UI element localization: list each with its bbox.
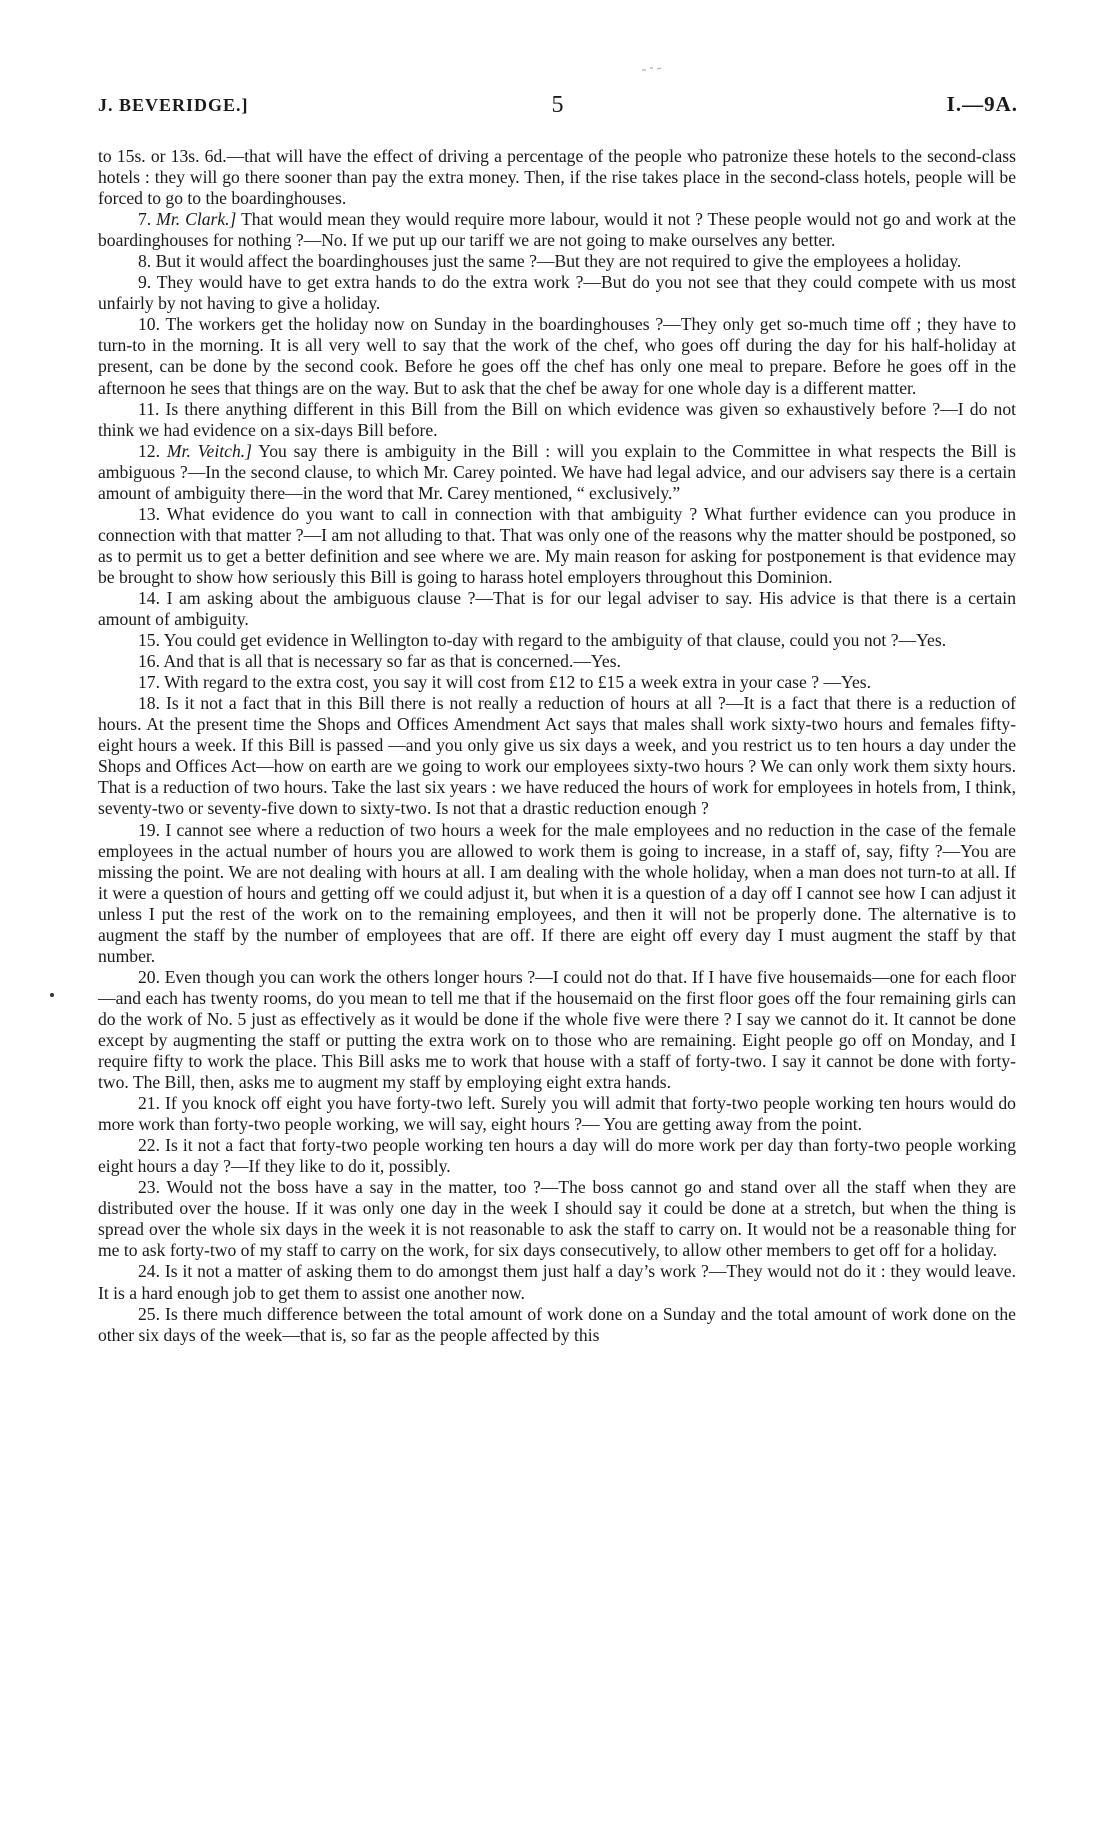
question-number: 13. (138, 503, 160, 524)
question-number: 11. (138, 398, 160, 419)
paragraph-text: Is it not a fact that forty-two people working ten hours a day will do more work per day than forty-two people working eight hours a day ?—If they like to do it, possibly. (98, 1135, 1016, 1177)
question-paragraph (98, 1261, 1016, 1303)
paragraph-text: Would not the boss have a say in the matter, too ?—The boss cannot go and stand over all the staff when they are distributed over the house. If it was only one day in the week I should say it could be done at a stretch, but when the thing is spread over the whole six days in the week it is not reasonable to ask the staff to carry on. It would not be a reasonable thing for me to ask forty-two of my staff to carry on the work, for six days consecutively, to allow other members to get off for a holiday. (98, 1177, 1016, 1261)
question-number: 18. (138, 693, 160, 714)
ink-speck-decoration (640, 66, 666, 72)
paragraph-text: Is it not a fact that in this Bill there is not really a reduction of hours at all ?—It is a fact that there is a reduction of hours. At the present time the Shops and Offices Amendment Act says that males shall work sixty-two hours and females fifty-eight hours a week. If this Bill is passed —and you only give us six days a week, and you restrict us to ten hours a day under the Shops and Offices Act—how on earth are we going to work our employees sixty-two hours ? We can only work them sixty hours. That is a reduction of two hours. Take the last six years : we have reduced the hours of work for employees in hotels from, I think, seventy-two or seventy-five down to sixty-two. Is not that a drastic reduction enough ? (98, 693, 1016, 819)
page-header (98, 92, 1018, 124)
question-paragraph (98, 1177, 1016, 1261)
paragraph-text: The workers get the holiday now on Sunday in the boardinghouses ?—They only get so-much time off ; they have to turn-to in the morning. It is all very well to say that the work of the chef, who goes off during the day for his half-holiday at present, can be done by the second cook. Before he goes off the chef has only one meal to prepare. Before he goes off in the afternoon he sees that things are on the way. But to ask that the chef be away for one whole day is a different matter. (98, 314, 1016, 398)
document-reference: I.—9A. (946, 92, 1018, 116)
paragraph-text: I am asking about the ambiguous clause ?—That is for our legal adviser to say. His advice is that there is a certain amount of ambiguity. (98, 587, 1016, 630)
question-paragraph (98, 588, 1016, 630)
question-number: 23. (138, 1177, 160, 1198)
question-paragraph (98, 693, 1016, 819)
paragraph-text: Is there much difference between the total amount of work done on a Sunday and the total amount of work done on the other six days of the week—that is, so far as the people affected by this (98, 1303, 1016, 1345)
question-number: 17. (138, 672, 160, 693)
paragraph-text: But it would affect the boardinghouses just the same ?—But they are not required to give the employees a holiday. (155, 251, 962, 272)
paragraph-text: Even though you can work the others longer hours ?—I could not do that. If I have five housemaids—one for each floor—and each has twenty rooms, do you mean to tell me that if the housemaid on the first floor goes off the four remaining girls can do the work of No. 5 just as effectively as it would be done if the whole five were there ? I say we cannot do it. It cannot be done except by augmenting the staff or putting the extra work on to those who are remaining. Eight people go off on Monday, and I require fifty to work the place. This Bill asks me to work that house with a staff of forty-two. I say it cannot be done with forty-two. The Bill, then, asks me to augment my staff by employing eight extra hands. (98, 966, 1016, 1093)
question-paragraph (98, 820, 1016, 967)
document-body (98, 146, 1016, 1346)
paragraph-text: Is there anything different in this Bill from the Bill on which evidence was given so exhaustively before ?—I do not think we had evidence on a six-days Bill before. (98, 398, 1017, 440)
question-paragraph (98, 1304, 1016, 1346)
paragraph-text: They would have to get extra hands to do the extra work ?—But do you not see that they could compete with us most unfairly by not having to give a holiday. (98, 272, 1016, 314)
question-paragraph (98, 504, 1016, 588)
question-number: 9. (138, 272, 152, 293)
question-number: 19. (138, 819, 160, 840)
speaker-name: Mr. Clark.] (156, 209, 237, 230)
paragraph-text: That would mean they would require more labour, would it not ? These people would not go and work at the boardinghouses for nothing ?—No. If we put up our tariff we are not going to make ourselves any better. (98, 209, 1016, 251)
question-paragraph (98, 630, 1016, 651)
paragraph-text: What evidence do you want to call in connection with that ambiguity ? What further evidence can you produce in connection with that matter ?—I am not alluding to that. That was only one of the reasons why the matter should be postponed, so as to permit us to get a better definition and see where we are. My main reason for asking for postponement is that evidence may be brought to show how seriously this Bill is going to harass hotel employers throughout this Dominion. (98, 503, 1016, 587)
question-paragraph (98, 209, 1016, 251)
question-number: 7. (138, 209, 152, 230)
question-paragraph (98, 1093, 1016, 1135)
paragraph-text: If you knock off eight you have forty-two left. Surely you will admit that forty-two people working ten hours would do more work than forty-two people working, we will say, eight hours ?— You are getting away from the point. (98, 1093, 1016, 1135)
question-number: 14. (138, 587, 160, 608)
question-number: 16. (138, 651, 160, 672)
question-number: 25. (138, 1303, 160, 1324)
paragraph-text: And that is all that is necessary so far as that is concerned.—Yes. (163, 651, 621, 672)
witness-name: J. BEVERIDGE.] (98, 95, 249, 115)
margin-mark (50, 993, 54, 997)
question-number: 22. (138, 1135, 160, 1156)
question-paragraph (98, 251, 1016, 272)
page-number: 5 (551, 92, 565, 118)
question-paragraph (98, 651, 1016, 672)
question-paragraph (98, 672, 1016, 693)
question-number: 24. (138, 1261, 160, 1282)
speaker-name: Mr. Veitch.] (166, 440, 252, 461)
paragraph-text: With regard to the extra cost, you say it will cost from £12 to £15 a week extra in your case ? —Yes. (164, 672, 872, 693)
question-paragraph (98, 399, 1016, 441)
paragraph-text: Is it not a matter of asking them to do amongst them just half a day’s work ?—They would not do it : they would leave. It is a hard enough job to get them to assist one another now. (98, 1261, 1016, 1303)
question-paragraph (98, 314, 1016, 398)
paragraph-continuation (98, 146, 1016, 209)
question-number: 8. (138, 251, 152, 272)
paragraph-text: You say there is ambiguity in the Bill : will you explain to the Committee in what respects the Bill is ambiguous ?—In the second clause, to which Mr. Carey pointed. We have had legal advice, and our advisers say there is a certain amount of ambiguity there—in the word that Mr. Carey mentioned, “ exclusively.” (98, 440, 1016, 503)
question-paragraph (98, 441, 1016, 504)
question-number: 20. (138, 966, 160, 987)
question-number: 12. (138, 440, 160, 461)
paragraph-text: to 15s. or 13s. 6d.—that will have the effect of driving a percentage of the people who patronize these hotels to the second-class hotels : they will go there sooner than pay the extra money. Then, if the rise takes place in the second-class hotels, people will be forced to go to the boardinghouses. (98, 146, 1016, 209)
question-paragraph (98, 967, 1016, 1093)
paragraph-text: I cannot see where a reduction of two hours a week for the male employees and no reduction in the case of the female employees in the actual number of hours you are allowed to work them is going to increase, in a staff of, say, fifty ?—You are missing the point. We are not dealing with hours at all. I am dealing with the whole holiday, when a man does not turn-to at all. If it were a question of hours and getting off we could adjust it, but when it is a question of a day off I cannot see how I can adjust it unless I put the rest of the work on to the remaining employees, and then it will not be properly done. The alternative is to augment the staff by the number of employees that are off. If there are eight off every day I must augment the staff by that number. (98, 819, 1016, 966)
question-paragraph (98, 1135, 1016, 1177)
question-number: 15. (138, 630, 160, 651)
paragraph-text: You could get evidence in Wellington to-day with regard to the ambiguity of that clause, could you not ?—Yes. (163, 630, 947, 651)
question-number: 21. (138, 1093, 160, 1114)
question-paragraph (98, 272, 1016, 314)
question-number: 10. (138, 314, 160, 335)
